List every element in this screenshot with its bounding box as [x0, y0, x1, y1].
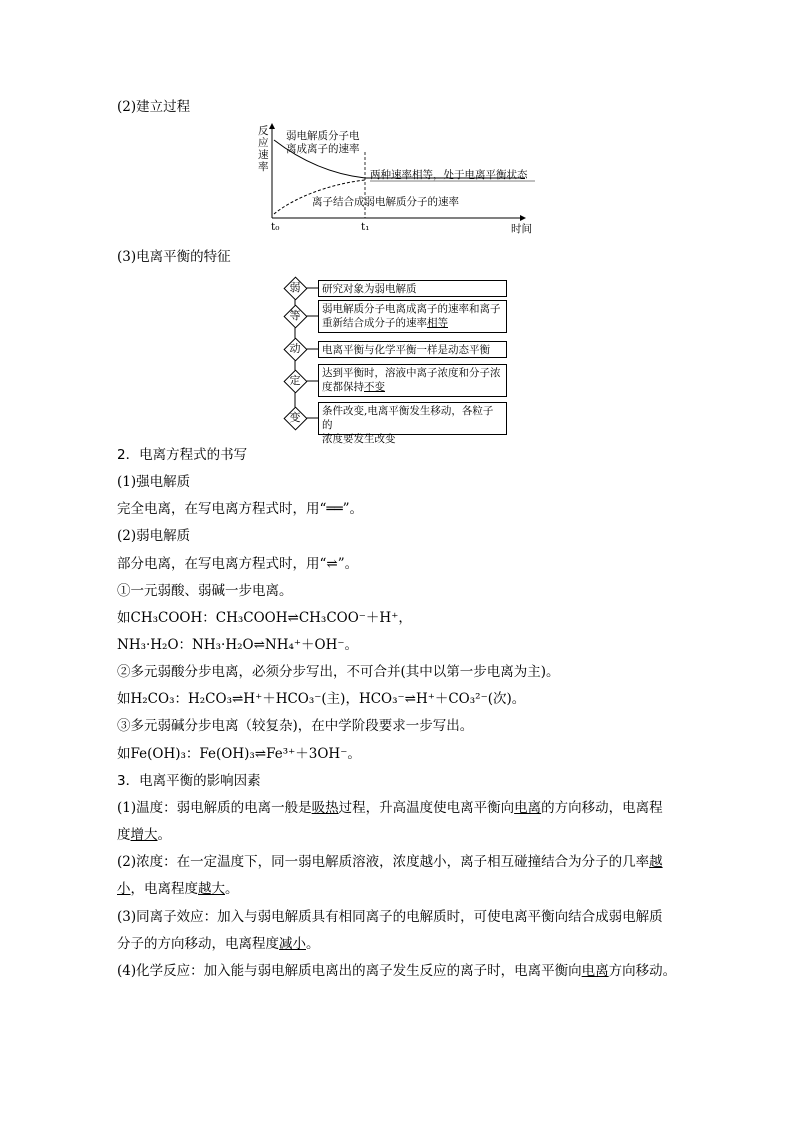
y-axis-label-2: 应 [258, 137, 269, 149]
recombination-label: 离子结合成弱电解质分子的速率 [312, 196, 459, 208]
rule-monobasic: ①一元弱酸、弱碱一步电离。 [117, 583, 293, 599]
factor-common-ion-cont: 分子的方向移动，电离程度减小。 [117, 936, 320, 952]
t0-label: t₀ [271, 221, 280, 233]
ionization-label-line1: 弱电解质分子电 [286, 130, 360, 142]
rate-time-graph [255, 122, 545, 234]
feature-diamond-change: 变 [284, 407, 306, 429]
y-axis-label-1: 反 [258, 125, 269, 137]
part2-title: 2．电离方程式的书写 [117, 447, 248, 463]
example-ammonia: NH₃·H₂O：NH₃·H₂O⇌NH₄⁺＋OH⁻。 [117, 637, 358, 653]
factor-temperature: (1)温度：弱电解质的电离一般是吸热过程，升高温度使电离平衡向电离的方向移动，电离程 [117, 800, 663, 816]
section-title-features: (3)电离平衡的特征 [117, 249, 231, 265]
factor-concentration-cont: 小，电离程度越大。 [117, 881, 239, 897]
x-axis-label: 时间 [511, 223, 532, 234]
feature-diamond-equal: 等 [284, 305, 306, 327]
example-iron-hydroxide: 如Fe(OH)₃：Fe(OH)₃⇌Fe³⁺＋3OH⁻。 [117, 746, 361, 762]
example-carbonic-acid: 如H₂CO₃：H₂CO₃⇌H⁺＋HCO₃⁻(主)，HCO₃⁻⇌H⁺＋CO₃²⁻(次)。 [117, 691, 526, 707]
feature-box-fixed: 达到平衡时，溶液中离子浓度和分子浓 度都保持不变 [318, 364, 507, 397]
rule-polybasic-acid: ②多元弱酸分步电离，必须分步写出，不可合并(其中以第一步电离为主)。 [117, 664, 560, 680]
feature-diamond-weak: 弱 [284, 277, 306, 299]
y-axis-label-4: 率 [258, 161, 269, 173]
ionization-label-line2: 离成离子的速率 [286, 143, 360, 155]
equilibrium-label: 两种速率相等，处于电离平衡状态 [370, 169, 528, 181]
feature-box-weak: 研究对象为弱电解质 [318, 280, 507, 297]
feature-diamond-fixed: 定 [284, 370, 306, 392]
example-acetic-acid: 如CH₃COOH：CH₃COOH⇌CH₃COO⁻＋H⁺， [117, 610, 412, 626]
feature-box-change: 条件改变,电离平衡发生移动，各粒子的 浓度要发生改变 [318, 402, 507, 435]
factor-concentration: (2)浓度：在一定温度下，同一弱电解质溶液，浓度越小，离子相互碰撞结合为分子的几率越 [117, 854, 663, 870]
feature-diamond-dynamic: 动 [284, 338, 306, 360]
weak-electrolyte-text: 部分电离，在写电离方程式时，用“⇌”。 [117, 556, 359, 572]
factor-chemical-reaction: (4)化学反应：加入能与弱电解质电离出的离子发生反应的离子时，电离平衡向电离方向移动。 [117, 963, 677, 979]
y-axis-label-3: 速 [258, 149, 269, 161]
factor-common-ion: (3)同离子效应：加入与弱电解质具有相同离子的电解质时，可使电离平衡向结合成弱电解质 [117, 909, 663, 925]
feature-box-equal: 弱电解质分子电离成离子的速率和离子 重新结合成分子的速率相等 [318, 300, 507, 333]
factor-temperature-cont: 度增大。 [117, 827, 171, 843]
part3-title: 3．电离平衡的影响因素 [117, 773, 261, 789]
rule-polyacidic-base: ③多元弱碱分步电离（较复杂)，在中学阶段要求一步写出。 [117, 718, 474, 734]
weak-electrolyte-title: (2)弱电解质 [117, 528, 191, 544]
section-title-establishment: (2)建立过程 [117, 99, 191, 115]
strong-electrolyte-text: 完全电离，在写电离方程式时，用“══”。 [117, 501, 364, 517]
feature-box-dynamic: 电离平衡与化学平衡一样是动态平衡 [318, 341, 507, 358]
strong-electrolyte-title: (1)强电解质 [117, 474, 191, 490]
t1-label: t₁ [361, 221, 370, 233]
